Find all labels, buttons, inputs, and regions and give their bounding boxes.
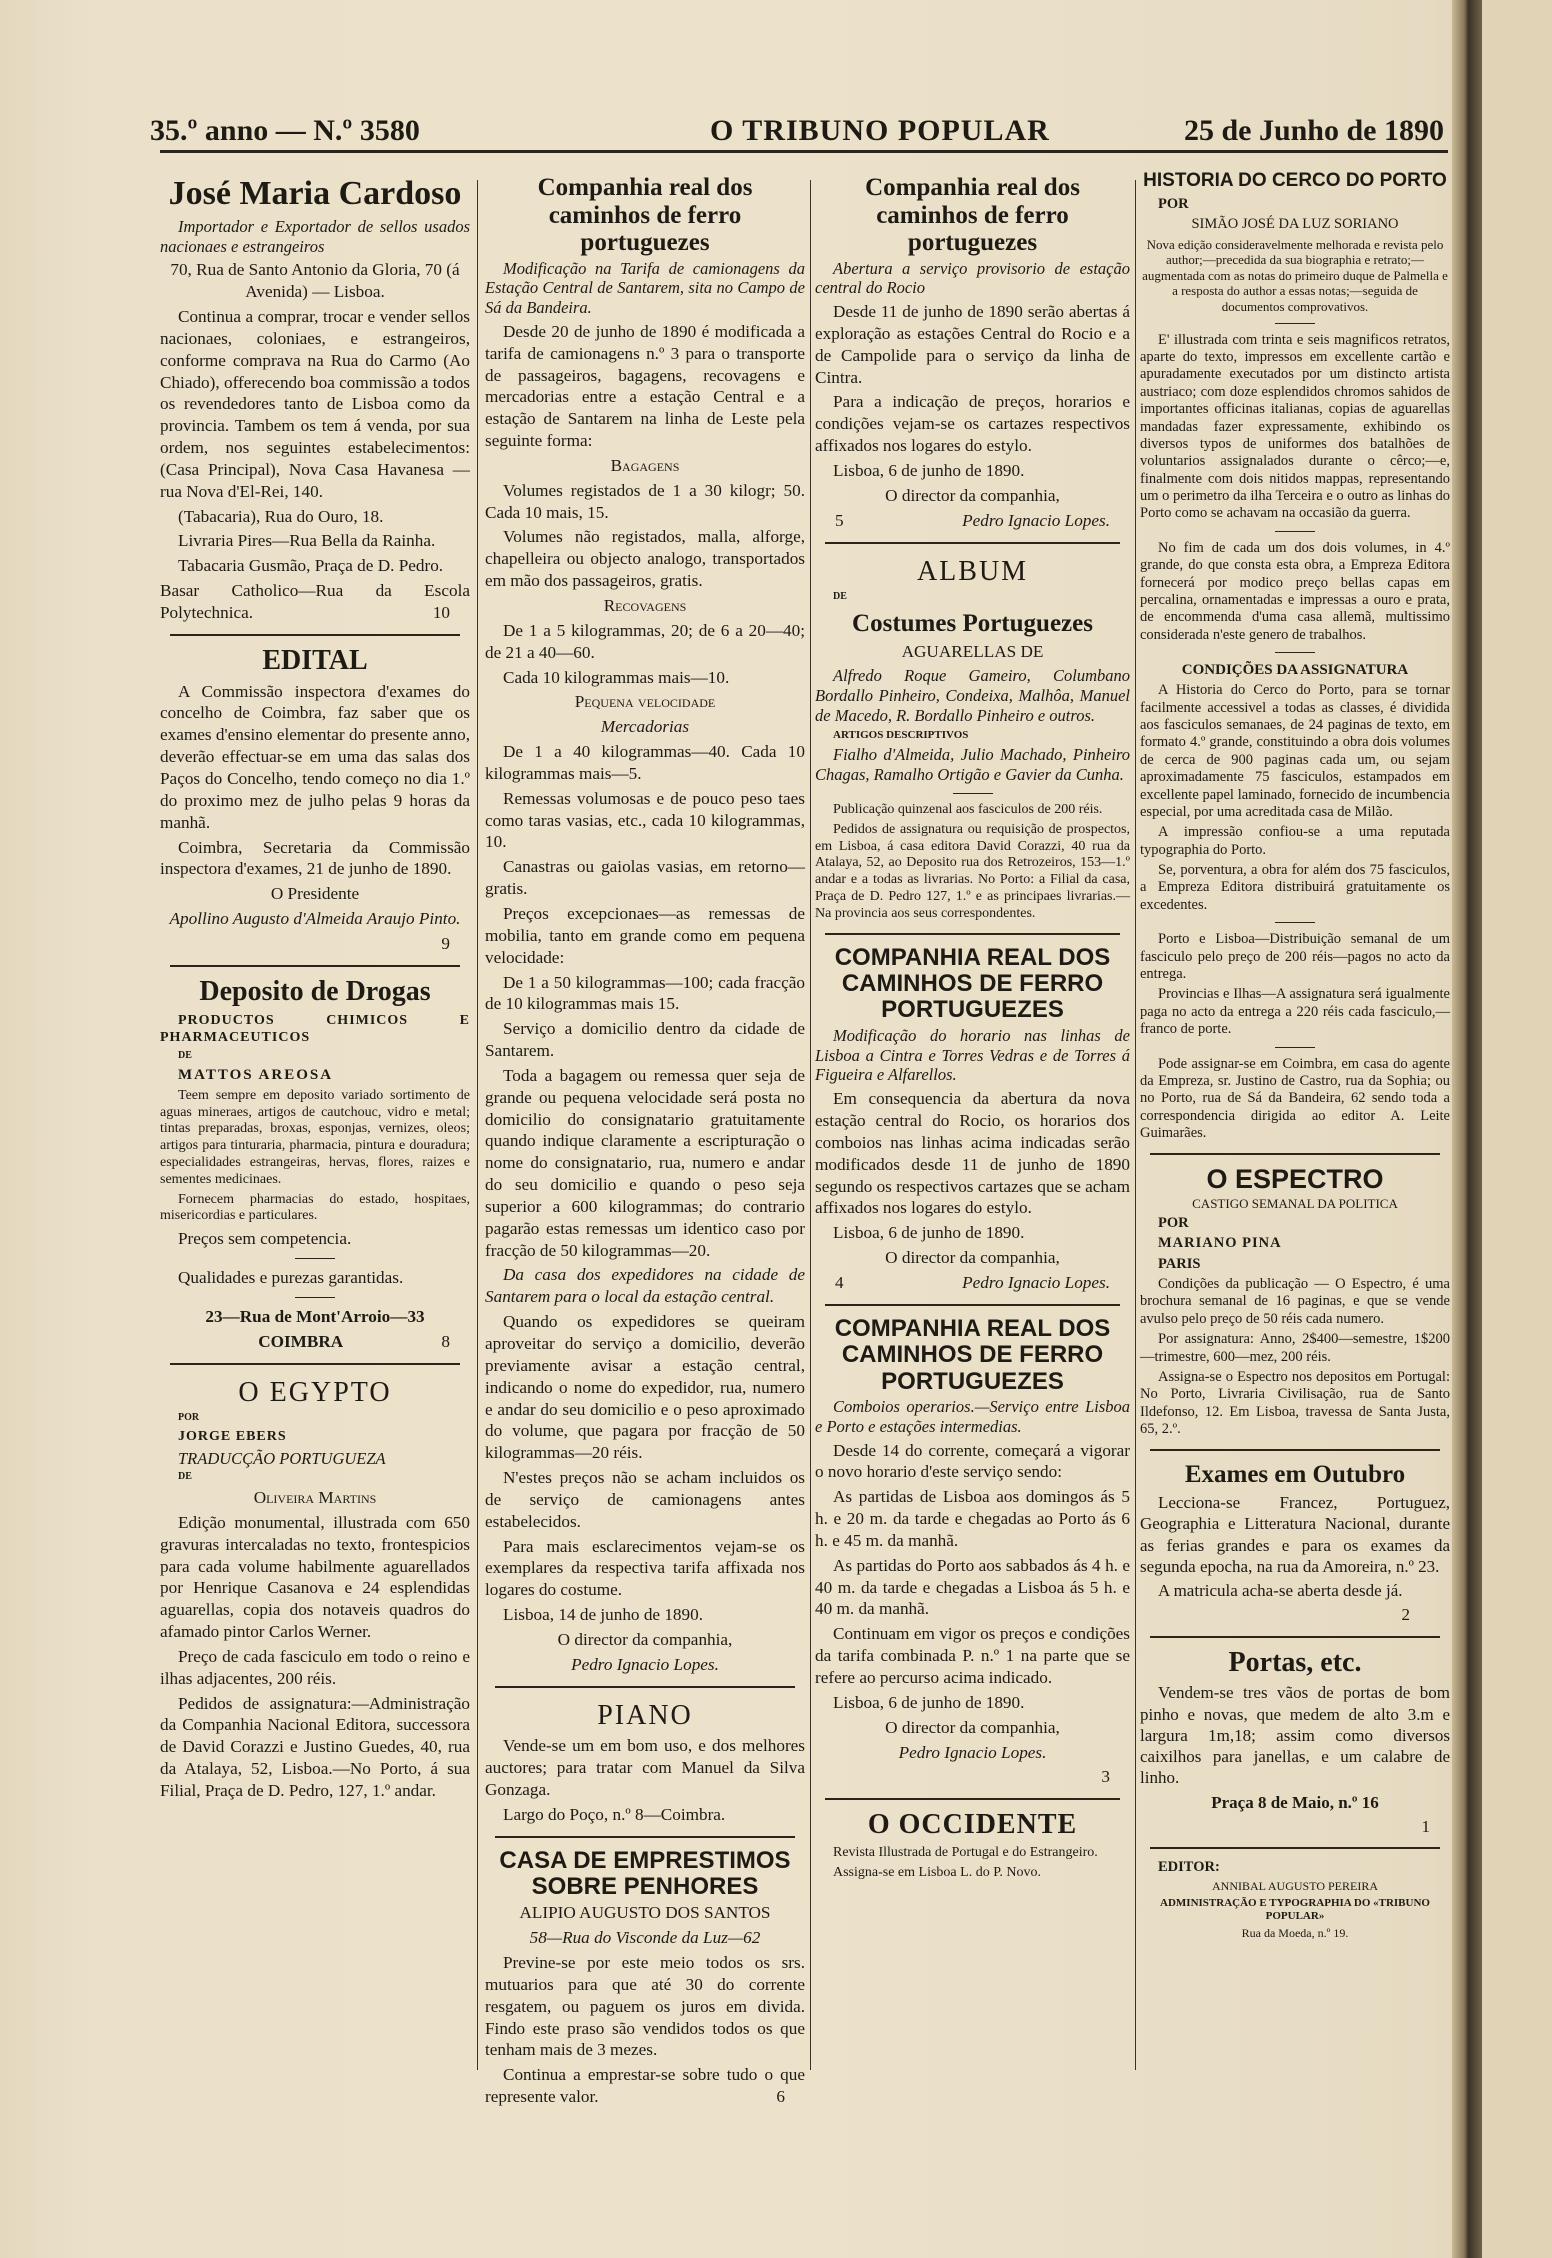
egypto-por: POR — [178, 1412, 200, 1424]
album-text: Publicação quinzenal aos fasciculos de 200 réis. — [833, 802, 1103, 818]
divider — [825, 1798, 1120, 1800]
notice-title: COMPANHIA REAL DOS CAMINHOS DE FERRO PORTUGUEZES — [834, 943, 1111, 1024]
conditions-title: CONDIÇÕES DA ASSIGNATURA — [1181, 662, 1409, 679]
dash — [295, 1297, 335, 1298]
ad-number: 8 — [441, 1331, 450, 1351]
divider — [495, 1686, 795, 1688]
espectro-text: Condições da publicação — O Espectro, é uma brochura semanal de 16 paginas, e que se vende avulso pelo preço de 50 réis cada numero. — [1140, 1276, 1450, 1327]
album-de: DE — [833, 591, 847, 603]
ad-number: 3 — [1101, 1767, 1110, 1787]
notice-heading: Pequena velocidade — [574, 692, 716, 712]
historia-title: HISTORIA DO CERCO DO PORTO — [1143, 170, 1447, 191]
drogas-line: Preços sem competencia. — [178, 1229, 352, 1249]
notice-text: Quando os expedidores se queiram aproveitar do serviço a domicilio, deverão previamente avisar a estação central, indicando o nome do expedidor, rua, numero e andar do seu domicilio e o peso aproximado do volume, que pagara por fracção de 50 kilogrammas—20 réis. — [485, 1312, 805, 1463]
egypto-translator: Oliveira Martins — [253, 1488, 377, 1508]
notice-text: As partidas do Porto aos sabbados ás 4 h. e 40 m. da tarde e chegadas a Lisboa ás 5 h. e 40 m. da manhã. — [815, 1555, 1130, 1619]
ad-title-cardoso: José Maria Cardoso — [168, 175, 462, 212]
drogas-body2: Fornecem pharmacias do estado, hospitaes, misericordias e particulares. — [160, 1191, 470, 1224]
notice-heading: Recovagens — [603, 596, 687, 616]
egypto-body: Edição monumental, illustrada com 650 gravuras intercaladas no texto, frontespicios para cada volume habilmente aguarellados por Henrique Casanova e 24 esplendidas aguarellas, copia dos notaveis quadros do afamado pintor Carlos Werner. — [160, 1512, 470, 1642]
dash — [1275, 323, 1315, 324]
casa-address: 58—Rua do Visconde da Luz—62 — [529, 1928, 761, 1948]
album-writers: Fialho d'Almeida, Julio Machado, Pinheiro Chagas, Ramalho Ortigão e Gavier da Cunha. — [815, 745, 1130, 785]
piano-address: Largo do Poço, n.º 8—Coimbra. — [503, 1804, 726, 1824]
notice-text: Serviço a domicilio dentro da cidade de Santarem. — [485, 1019, 805, 1061]
drogas-caps: PRODUCTOS CHIMICOS E PHARMACEUTICOS — [160, 1012, 470, 1046]
historia-text: E' illustrada com trinta e seis magnificos retratos, aparte do texto, impressos em excellente cartão e apuradamente executados por um distincto artista austriaco; com doze esplendidos chromos sahidos de importantes officinas italianas, copias de aguarellas mandadas fazer expressamente, exhibindo os diversos typos de uniformes dos batalhões de voluntarios assignalados durante o cêrco;—e, finalmente com dois nitidos mappas, representando um o perimetro da ilha Terceira e o outro as linhas do Porto como se achavam na occasião da guerra. — [1140, 331, 1450, 522]
ad-number: 5 — [835, 510, 844, 530]
notice-text: Continuam em vigor os preços e condições da tarifa combinada P. n.º 1 na parte que se refere ao percurso acima indicado. — [815, 1624, 1130, 1687]
page-gutter — [1452, 0, 1482, 2258]
dash — [953, 793, 993, 794]
notice-heading: Mercadorias — [600, 717, 690, 737]
editor-address: Rua da Moeda, n.º 19. — [1241, 1926, 1349, 1941]
edital-sign1: O Presidente — [270, 884, 360, 904]
historia-text: No fim de cada um dos dois volumes, in 4.º grande, do que consta esta obra, a Empreza Editora fornecerá por modico preço bellas capas em percalina, ornamentadas e impressas a ouro e prata, de encommenda d'uma casa allemã, multissimo considerada n'este genero de trabalhos. — [1140, 539, 1450, 643]
notice-text: Canastras ou gaiolas vasias, em retorno—gratis. — [485, 857, 805, 899]
column-rule — [1135, 180, 1136, 2070]
portas-text: Vendem-se tres vãos de portas de bom pinho e novas, que medem de alto 3.m e largura 1m,18; assim como diversos caixilhos para janellas, e um calabre de linho. — [1140, 1683, 1450, 1788]
edital-place: Coimbra, Secretaria da Commissão inspectora d'exames, 21 de junho de 1890. — [160, 837, 470, 879]
column-1 — [160, 170, 470, 2090]
album-subtitle: Costumes Portuguezes — [852, 609, 1093, 637]
egypto-body3: Pedidos de assignatura:—Administração da Companhia Nacional Editora, successora de David Corazzi e Justino Guedes, 40, rua da Atalaya, 52, Lisboa.—No Porto, á sua Filial, Praça de D. Pedro, 127, 1.º andar. — [160, 1693, 470, 1800]
notice-title: COMPANHIA REAL DOS CAMINHOS DE FERRO PORTUGUEZES — [834, 1314, 1111, 1395]
notice-text: Volumes não registados, malla, alforge, chapelleira ou objecto analogo, transportados em mão dos passageiros, gratis. — [485, 527, 805, 591]
egypto-title: O EGYPTO — [238, 1376, 392, 1408]
ad-number: 1 — [1421, 1816, 1430, 1836]
divider — [495, 1836, 795, 1838]
portas-title: Portas, etc. — [1228, 1646, 1362, 1678]
notice-text: N'estes preços não se acham incluidos os de serviço de camionagens antes estabelecidos. — [485, 1468, 805, 1531]
album-title: ALBUM — [916, 555, 1029, 587]
editor-label: EDITOR: — [1158, 1859, 1220, 1876]
notice-signature: Pedro Ignacio Lopes. — [571, 1654, 719, 1674]
notice-date: Lisboa, 6 de junho de 1890. — [833, 1692, 1025, 1712]
divider — [825, 933, 1120, 935]
issue-number: 35.º anno — N.º 3580 — [150, 114, 420, 147]
drogas-city — [160, 1331, 470, 1353]
ad-number: 9 — [441, 933, 450, 953]
divider — [1150, 1153, 1440, 1155]
album-artists: Alfredo Roque Gameiro, Columbano Bordallo Pinheiro, Condeixa, Malhôa, Manuel de Macedo, R. Bordallo Pinheiro e outros. — [815, 666, 1130, 725]
notice-sub: Modificação na Tarifa de camionagens da Estação Central de Santarem, sita no Campo de Sá da Bandeira. — [485, 258, 805, 318]
notice-text: As partidas de Lisboa aos domingos ás 5 h. e 20 m. da tarde e chegadas ao Porto ás 6 h. e 45 m. da manhã. — [815, 1487, 1130, 1550]
espectro-sub: CASTIGO SEMANAL DA POLITICA — [1192, 1196, 1398, 1212]
casa-text: Previne-se por este meio todos os srs. mutuarios para que até 30 do corrente resgatem, ou paguem os juros em divida. Findo este praso são vendidos todos os que tenham mais de 3 mezes. — [485, 1953, 805, 2060]
conditions-text: Provincias e Ilhas—A assignatura será igualmente paga no acto da entrega a 220 réis cada fasciculo,—franco de porte. — [1140, 986, 1450, 1038]
notice-heading: Bagagens — [610, 455, 680, 475]
editor-name: ANNIBAL AUGUSTO PEREIRA — [1211, 1879, 1378, 1894]
column-2 — [485, 170, 805, 2107]
divider — [1150, 1847, 1440, 1849]
edital-sign2: Apollino Augusto d'Almeida Araujo Pinto. — [169, 909, 461, 929]
notice-title: Companhia real dos caminhos de ferro portuguezes — [865, 174, 1080, 256]
ad-number: 4 — [835, 1272, 844, 1292]
exames-text: A matricula acha-se aberta desde já. — [1158, 1581, 1403, 1601]
conditions-text: A impressão confiou-se a uma reputada typographia do Porto. — [1140, 824, 1450, 858]
divider — [825, 1304, 1120, 1306]
espectro-text: Assigna-se o Espectro nos depositos em Portugal: No Porto, Livraria Civilisação, rua de Santo Ildefonso, 12. Em Lisboa, travessa de Santa Justa, 65, 2.º. — [1140, 1368, 1450, 1438]
egypto-sub: TRADUCÇÃO PORTUGUEZA — [178, 1448, 386, 1468]
divider — [170, 634, 460, 636]
album-articles: ARTIGOS DESCRIPTIVOS — [833, 728, 969, 741]
ad-body: Continua a comprar, trocar e vender sellos nacionaes, coloniaes, e estrangeiros, conforme comprava na Rua do Carmo (Ao Chiado), offerecendo boa commissão a todos os revendedores tanto de Lisboa como da provincia. Tambem os tem á venda, por sua ordem, nos seguintes estabelecimentos: (Casa Principal), Nova Casa Havanesa — rua Nova d'El-Rei, 140. — [160, 307, 470, 501]
notice-text: Da casa dos expedidores na cidade de Santarem para o local da estação central. — [485, 1265, 805, 1307]
occidente-text: Revista Illustrada de Portugal e do Estrangeiro. — [833, 1845, 1098, 1861]
portas-address: Praça 8 de Maio, n.º 16 — [1211, 1792, 1379, 1812]
editor-administration: ADMINISTRAÇÃO E TYPOGRAPHIA DO «TRIBUNO POPULAR» — [1160, 1896, 1430, 1923]
notice-date: Lisboa, 6 de junho de 1890. — [833, 461, 1025, 480]
notice-sub: Abertura a serviço provisorio de estação central do Rocio — [815, 258, 1130, 298]
notice-text: Toda a bagagem ou remessa quer seja de grande ou pequena velocidade será posta no domicilio do consignatario gratuitamente quando indique claramente a escripturação o nome do consignatario, rua, numero e andar do seu domicilio e quando o peso seja superior a 600 kilogrammas; do contrario pagarão estas remessas um identico caso por fracção de 50 kilogrammas—20. — [485, 1065, 805, 1260]
edital-body: A Commissão inspectora d'exames do concelho de Coimbra, faz saber que os exames d'ensino elementar do presente anno, deverão effectuar-se em uma das salas dos Paços do Concelho, tendo começo no dia 1.º do proximo mez de julho pelas 9 horas da manhã. — [160, 681, 470, 832]
conditions-text: Se, porventura, a obra for além dos 75 fasciculos, a Empreza Editora distribuirá gratuitamente os excedentes. — [1140, 862, 1450, 913]
notice-text: Em consequencia da abertura da nova estação central do Rocio, os horarios dos comboios nas linhas acima indicadas serão modificados desde 11 de junho de 1890 segundo os respectivos cartazes que se acham affixados nos logares do estylo. — [815, 1089, 1130, 1218]
drogas-address: 23—Rua de Mont'Arroio—33 — [205, 1306, 425, 1326]
notice-director: O director da companhia, — [557, 1629, 733, 1649]
egypto-author: JORGE EBERS — [178, 1428, 287, 1444]
notice-text: Desde 20 de junho de 1890 é modificada a tarifa de camionagens n.º 3 para o transporte de passageiros, bagagens, recovagens e mercadorias entre a estação Central e a estação de Santarem na linha de Leste pela seguinte forma: — [485, 321, 805, 451]
masthead — [150, 104, 1450, 154]
ad-subtitle: Importador e Exportador de sellos usados nacionaes e estrangeiros — [160, 216, 470, 256]
notice-text: Preços excepcionaes—as remessas de mobilia, tanto em grande como em pequena velocidade: — [485, 903, 805, 967]
notice-sign-row — [815, 1272, 1130, 1294]
ad-line — [160, 580, 470, 624]
espectro-por: POR — [1158, 1214, 1189, 1231]
divider — [1150, 1449, 1440, 1451]
drogas-city-text: COIMBRA — [258, 1331, 344, 1351]
drogas-de: DE — [178, 1050, 192, 1062]
edital-title: EDITAL — [262, 644, 368, 676]
dash — [1275, 1047, 1315, 1048]
conditions-text: A Historia do Cerco do Porto, para se tornar facilmente accessivel a todas as classes, é dividida aos fasciculos semanaes, de 24 paginas de texto, em formato 4.º grande, constituindo a obra dois volumes de cerca de 900 paginas cada um, ou sejam aproximadamente 75 fasciculos, estampados em excellente papel laminado, fornecido de incumbencia especial, por uma acreditada casa de Milão. — [1140, 682, 1450, 820]
column-rule — [810, 180, 811, 2070]
masthead-rule — [160, 150, 1448, 153]
notice-sign-row — [815, 510, 1130, 532]
notice-signature: Pedro Ignacio Lopes. — [962, 1272, 1110, 1292]
casa-title: CASA DE EMPRESTIMOS SOBRE PENHORES — [499, 1846, 791, 1900]
notice-text: Para mais esclarecimentos vejam-se os exemplares da respectiva tarifa affixada nos logares do costume. — [485, 1536, 805, 1600]
drogas-title: Deposito de Drogas — [199, 975, 431, 1007]
drogas-line: Qualidades e purezas garantidas. — [178, 1268, 404, 1288]
occidente-text: Assigna-se em Lisboa L. do P. Novo. — [833, 1864, 1042, 1880]
conditions-text: Pode assignar-se em Coimbra, em casa do agente da Empreza, sr. Justino de Castro, rua da Sophia; ou no Porto, rua de Sá da Bandeira, 62 sendo toda a correspondencia dirigida ao editor A. Leite Guimarães. — [1140, 1055, 1450, 1142]
egypto-de: DE — [178, 1471, 192, 1483]
historia-por: POR — [1158, 195, 1189, 212]
ad-number: 2 — [1401, 1605, 1410, 1625]
historia-author: SIMÃO JOSÉ DA LUZ SORIANO — [1191, 216, 1399, 233]
casa-text-2: Continua a emprestar-se sobre tudo o que represente valor. — [485, 2065, 805, 2107]
notice-text: Cada 10 kilogrammas mais—10. — [503, 667, 730, 687]
historia-text: Nova edição consideravelmente melhorada e revista pelo author;—precedida da sua biographia e retrato;—augmentada com as notas do primeiro duque de Palmella e a resposta do author a essas notas;—seguida de documentos comprovativos. — [1142, 236, 1448, 314]
notice-text: Desde 14 do corrente, começará a vigorar o novo horario d'este serviço sendo: — [815, 1440, 1130, 1482]
notice-text: De 1 a 5 kilogrammas, 20; de 6 a 20—40; de 21 a 40—60. — [485, 620, 805, 662]
piano-title: PIANO — [597, 1699, 693, 1731]
espectro-text: Por assignatura: Anno, 2$400—semestre, 1$200—trimestre, 600—mez, 200 réis. — [1140, 1331, 1450, 1365]
divider — [170, 965, 460, 967]
notice-text: Para a indicação de preços, horarios e condições vejam-se os cartazes respectivos affixados nos logares do estylo. — [815, 392, 1130, 456]
exames-text: Lecciona-se Francez, Portuguez, Geographia e Litteratura Nacional, durante as ferias grandes e para os exames da segunda epocha, na rua da Amoreira, n.º 23. — [1140, 1493, 1450, 1576]
ad-line: Livraria Pires—Rua Bella da Rainha. — [178, 531, 436, 551]
notice-signature: Pedro Ignacio Lopes. — [898, 1742, 1047, 1762]
notice-text: Remessas volumosas e de pouco peso taes como taras vasias, etc., cada 10 kilogrammas, 10. — [485, 788, 805, 852]
ad-line-text: Basar Catholico—Rua da Escola Polytechnica. — [160, 581, 470, 622]
notice-signature: Pedro Ignacio Lopes. — [962, 510, 1110, 530]
ad-number: 6 — [776, 2087, 785, 2107]
notice-director: O director da companhia, — [885, 1248, 1060, 1268]
espectro-city: PARIS — [1158, 1255, 1201, 1272]
espectro-title: O ESPECTRO — [1206, 1163, 1384, 1194]
divider — [825, 542, 1120, 544]
espectro-author: MARIANO PINA — [1158, 1235, 1282, 1252]
adjacent-page-edge — [1482, 0, 1552, 2258]
notice-text: Volumes registados de 1 a 30 kilogr; 50. Cada 10 mais, 15. — [485, 480, 805, 522]
dash — [1275, 531, 1315, 532]
notice-date: Lisboa, 6 de junho de 1890. — [833, 1223, 1025, 1243]
occidente-title: O OCCIDENTE — [867, 1809, 1078, 1841]
ad-number: 10 — [432, 602, 450, 622]
newspaper-title: O TRIBUNO POPULAR — [710, 114, 1050, 147]
notice-text: De 1 a 40 kilogrammas—40. Cada 10 kilogrammas mais—5. — [485, 742, 805, 783]
issue-date: 25 de Junho de 1890 — [1183, 114, 1444, 147]
notice-director: O director da companhia, — [885, 485, 1060, 505]
piano-text: Vende-se um em bom uso, e dos melhores auctores; para tratar com Manuel da Silva Gonzaga. — [485, 1736, 805, 1799]
column-rule — [477, 180, 478, 2070]
dash — [1275, 922, 1315, 923]
notice-date: Lisboa, 14 de junho de 1890. — [503, 1605, 704, 1625]
notice-text: De 1 a 50 kilogrammas—100; cada fracção de 10 kilogrammas mais 15. — [485, 972, 805, 1014]
drogas-owner: MATTOS AREOSA — [178, 1066, 334, 1083]
exames-title: Exames em Outubro — [1184, 1460, 1406, 1488]
divider — [170, 1363, 460, 1365]
dash — [295, 1258, 335, 1259]
notice-title: Companhia real dos caminhos de ferro portuguezes — [537, 174, 753, 256]
divider — [1150, 1636, 1440, 1638]
casa-owner: ALIPIO AUGUSTO DOS SANTOS — [519, 1903, 771, 1923]
egypto-body2: Preço de cada fasciculo em todo o reino e ilhas adjacentes, 200 réis. — [160, 1646, 470, 1688]
conditions-text: Porto e Lisboa—Distribuição semanal de um fasciculo pelo preço de 200 réis—pagos no acto da entrega. — [1140, 931, 1450, 983]
casa-text — [485, 2064, 805, 2108]
notice-text: Desde 11 de junho de 1890 serão abertas á exploração as estações Central do Rocio e a de Campolide para o serviço da linha de Cintra. — [815, 302, 1130, 387]
column-3 — [815, 170, 1130, 2090]
notice-sub: Modificação do horario nas linhas de Lisboa a Cintra e Torres Vedras e de Torres á Figueira e Alfarellos. — [815, 1025, 1130, 1085]
drogas-body: Teem sempre em deposito variado sortimento de aguas mineraes, artigos de cautchouc, vidro e metal; tintas preparadas, broxas, esponjas, vernizes, oleos; artigos para tinturaria, pharmacia, pintura e douradura; especialidades estrangeiras, hervas, flores, raizes e sementes medicinaes. — [160, 1087, 470, 1187]
notice-sub: Comboios operarios.—Serviço entre Lisboa e Porto e estações intermedias. — [815, 1396, 1130, 1436]
ad-line: (Tabacaria), Rua do Ouro, 18. — [178, 506, 384, 526]
album-aquarelas: AGUARELLAS DE — [901, 642, 1044, 662]
column-4 — [1140, 170, 1450, 2090]
ad-line: Tabacaria Gusmão, Praça de D. Pedro. — [178, 556, 444, 576]
notice-director: O director da companhia, — [885, 1717, 1060, 1737]
album-text: Pedidos de assignatura ou requisição de prospectos, em Lisboa, á casa editora David Corazzi, 40 rua da Atalaya, 52, ao Deposito rua dos Retrozeiros, 153—1.º andar e a todas as livrarias. No Porto: a Filial da casa, Praça de D. Pedro 127, 1.º e as principaes livrarias.—Na provincia aos seus correspondentes. — [815, 821, 1130, 921]
ad-address: 70, Rua de Santo Antonio da Gloria, 70 (á Avenida) — Lisboa. — [170, 260, 460, 302]
dash — [1275, 652, 1315, 653]
